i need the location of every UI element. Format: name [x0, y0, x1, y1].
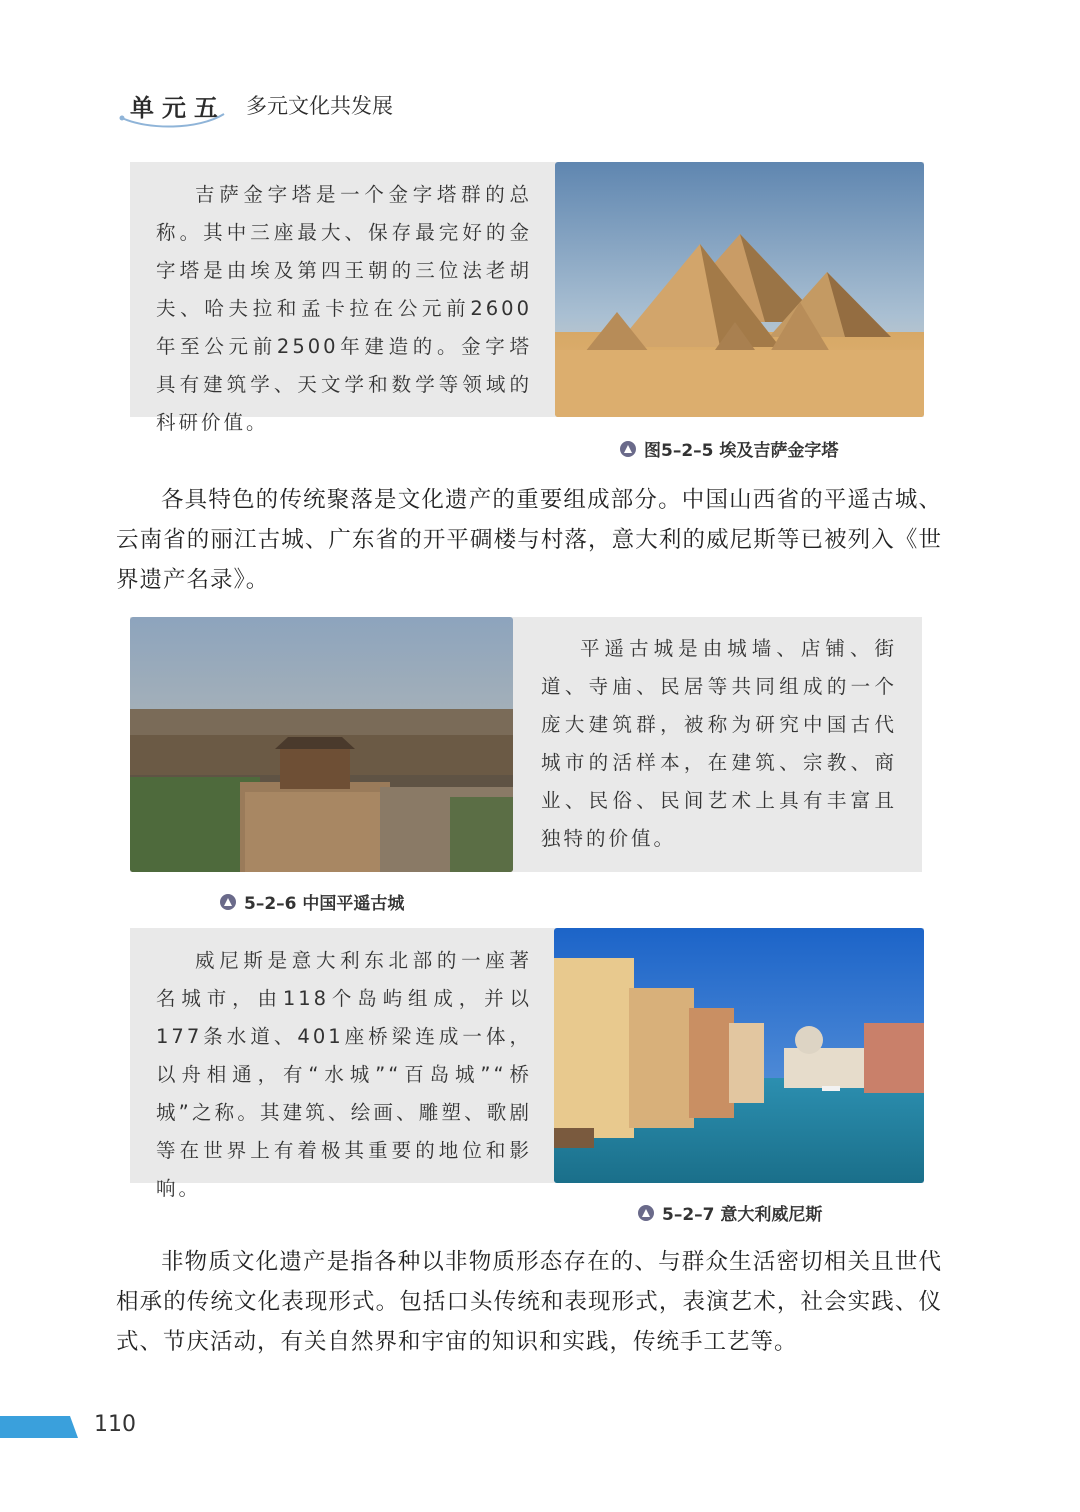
giza-caption-text: 图5–2–5 埃及吉萨金字塔 [644, 441, 839, 461]
paragraph-traditional-settlements: 各具特色的传统聚落是文化遗产的重要组成部分。中国山西省的平遥古城、云南省的丽江古城、广东省的开平碉楼与村落，意大利的威尼斯等已被列入《世界遗产名录》。 [116, 487, 942, 593]
venice-description: 威尼斯是意大利东北部的一座著名城市，由118个岛屿组成，并以 177条水道、401座桥梁连成一体，以舟相通，有“水城”“百岛城”“桥城”之称。其建筑、绘画、雕塑、歌剧等在世界上有着极其重要的地位和影响。 [156, 949, 532, 1200]
giza-description: 吉萨金字塔是一个金字塔群的总称。其中三座最大、保存最完好的金字塔是由埃及第四王朝的三位法老胡夫、哈夫拉和孟卡拉在公元前2600年至公元前2500年建造的。金字塔具有建筑学、天文学和数学等领域的科研价值。 [156, 183, 532, 434]
venice-caption-text: 5–2–7 意大利威尼斯 [662, 1205, 823, 1225]
triangle-in-circle-icon [638, 1205, 654, 1221]
giza-pyramids-photo [555, 162, 924, 417]
pingyao-caption-text: 5–2–6 中国平遥古城 [244, 894, 405, 914]
unit-label: 单元五 [130, 94, 226, 122]
pingyao-caption [220, 889, 404, 914]
page-number-bar [0, 1416, 80, 1438]
triangle-in-circle-icon [620, 441, 636, 457]
pingyao-description: 平遥古城是由城墙、店铺、街道、寺庙、民居等共同组成的一个庞大建筑群，被称为研究中国古代城市的活样本，在建筑、宗教、商业、民俗、民间艺术上具有丰富且独特的价值。 [541, 637, 897, 850]
venice-grand-canal-photo [554, 928, 924, 1183]
page-number: 110 [94, 1412, 136, 1437]
unit-title: 多元文化共发展 [246, 94, 393, 118]
triangle-in-circle-icon [220, 894, 236, 910]
giza-caption [620, 436, 838, 461]
venice-caption [638, 1200, 822, 1225]
unit-swoosh-decoration [118, 108, 230, 130]
pingyao-ancient-city-photo [130, 617, 513, 872]
paragraph-intangible-heritage: 非物质文化遗产是指各种以非物质形态存在的、与群众生活密切相关且世代相承的传统文化表现形式。包括口头传统和表现形式，表演艺术，社会实践、仪式、节庆活动，有关自然界和宇宙的知识和实践，传统手工艺等。 [116, 1249, 942, 1355]
